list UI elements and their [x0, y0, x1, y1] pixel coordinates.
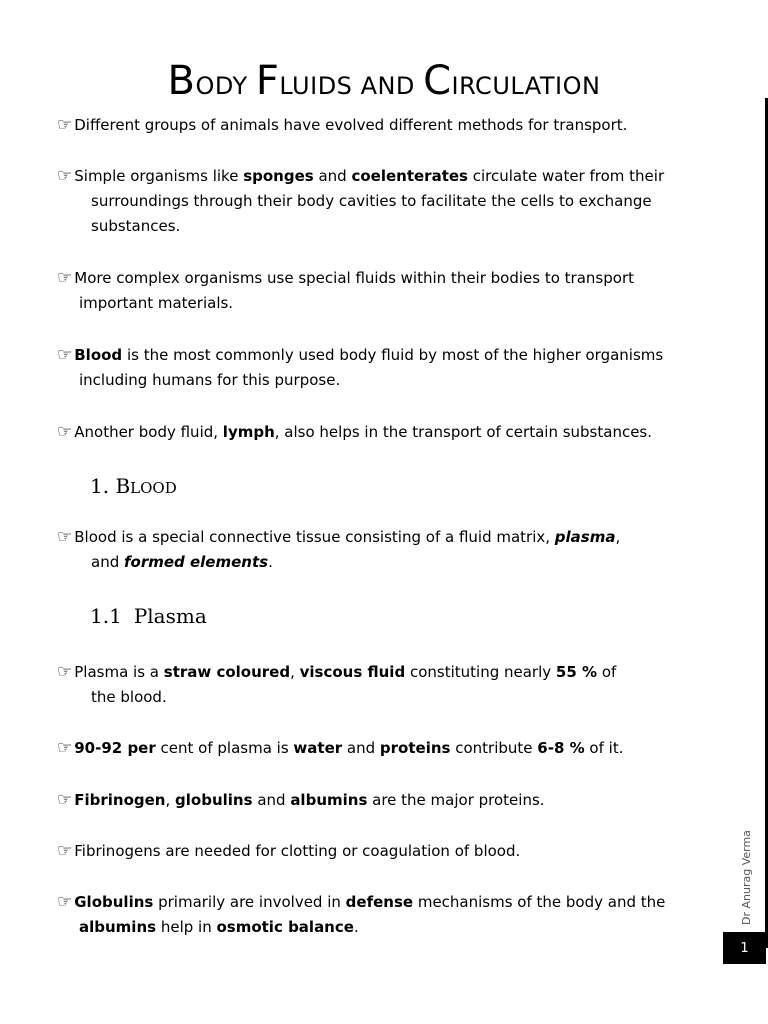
title-initial: F [255, 58, 280, 104]
pointing-hand-icon: ☞ [57, 268, 73, 288]
section-heading-plasma: 1.1 Plasma [90, 604, 207, 628]
title-initial: B [167, 58, 196, 104]
pointing-hand-icon: ☞ [57, 738, 73, 758]
bullet-paragraph: ☞ Another body fluid, lymph, also helps in the transport of certain substances. [57, 422, 653, 442]
title-word: LUIDS [279, 72, 353, 100]
pointing-hand-icon: ☞ [57, 345, 73, 365]
bullet-paragraph: ☞ Fibrinogens are needed for clotting or coagulation of blood. [57, 841, 521, 861]
pointing-hand-icon: ☞ [57, 790, 73, 810]
bullet-paragraph: ☞ Simple organisms like sponges and coelenterates circulate water from their surroundings through their body cavities to facilitate the cells to exchange substances. [57, 166, 665, 235]
pointing-hand-icon: ☞ [57, 662, 73, 682]
pointing-hand-icon: ☞ [57, 841, 73, 861]
bullet-paragraph: ☞ Plasma is a straw coloured, viscous fluid constituting nearly 55 % of the blood. [57, 662, 617, 706]
bullet-paragraph: ☞ 90-92 per cent of plasma is water and proteins contribute 6-8 % of it. [57, 738, 624, 758]
pointing-hand-icon: ☞ [57, 115, 73, 135]
page-number: 1 [723, 932, 766, 964]
pointing-hand-icon: ☞ [57, 892, 73, 912]
pointing-hand-icon: ☞ [57, 166, 73, 186]
bullet-paragraph: ☞ Globulins primarily are involved in defense mechanisms of the body and the albumins help in osmotic balance. [57, 892, 666, 936]
bullet-paragraph: ☞ Blood is the most commonly used body fluid by most of the higher organisms including humans for this purpose. [57, 345, 664, 389]
title-word: AND [360, 72, 415, 100]
bullet-paragraph: ☞ More complex organisms use special fluids within their bodies to transport important materials. [57, 268, 634, 312]
pointing-hand-icon: ☞ [57, 527, 73, 547]
title-initial: C [423, 58, 452, 104]
bullet-paragraph: ☞ Different groups of animals have evolved different methods for transport. [57, 115, 628, 135]
pointing-hand-icon: ☞ [57, 422, 73, 442]
author-credit: Dr Anurag Verma [740, 830, 753, 925]
document-title [0, 58, 768, 104]
section-heading-blood: 1. BLOOD [90, 474, 177, 498]
title-word: IRCULATION [451, 72, 601, 100]
bullet-paragraph: ☞ Blood is a special connective tissue consisting of a fluid matrix, plasma, and formed elements. [57, 527, 621, 571]
bullet-paragraph: ☞ Fibrinogen, globulins and albumins are the major proteins. [57, 790, 545, 810]
title-word: ODY [195, 72, 248, 100]
